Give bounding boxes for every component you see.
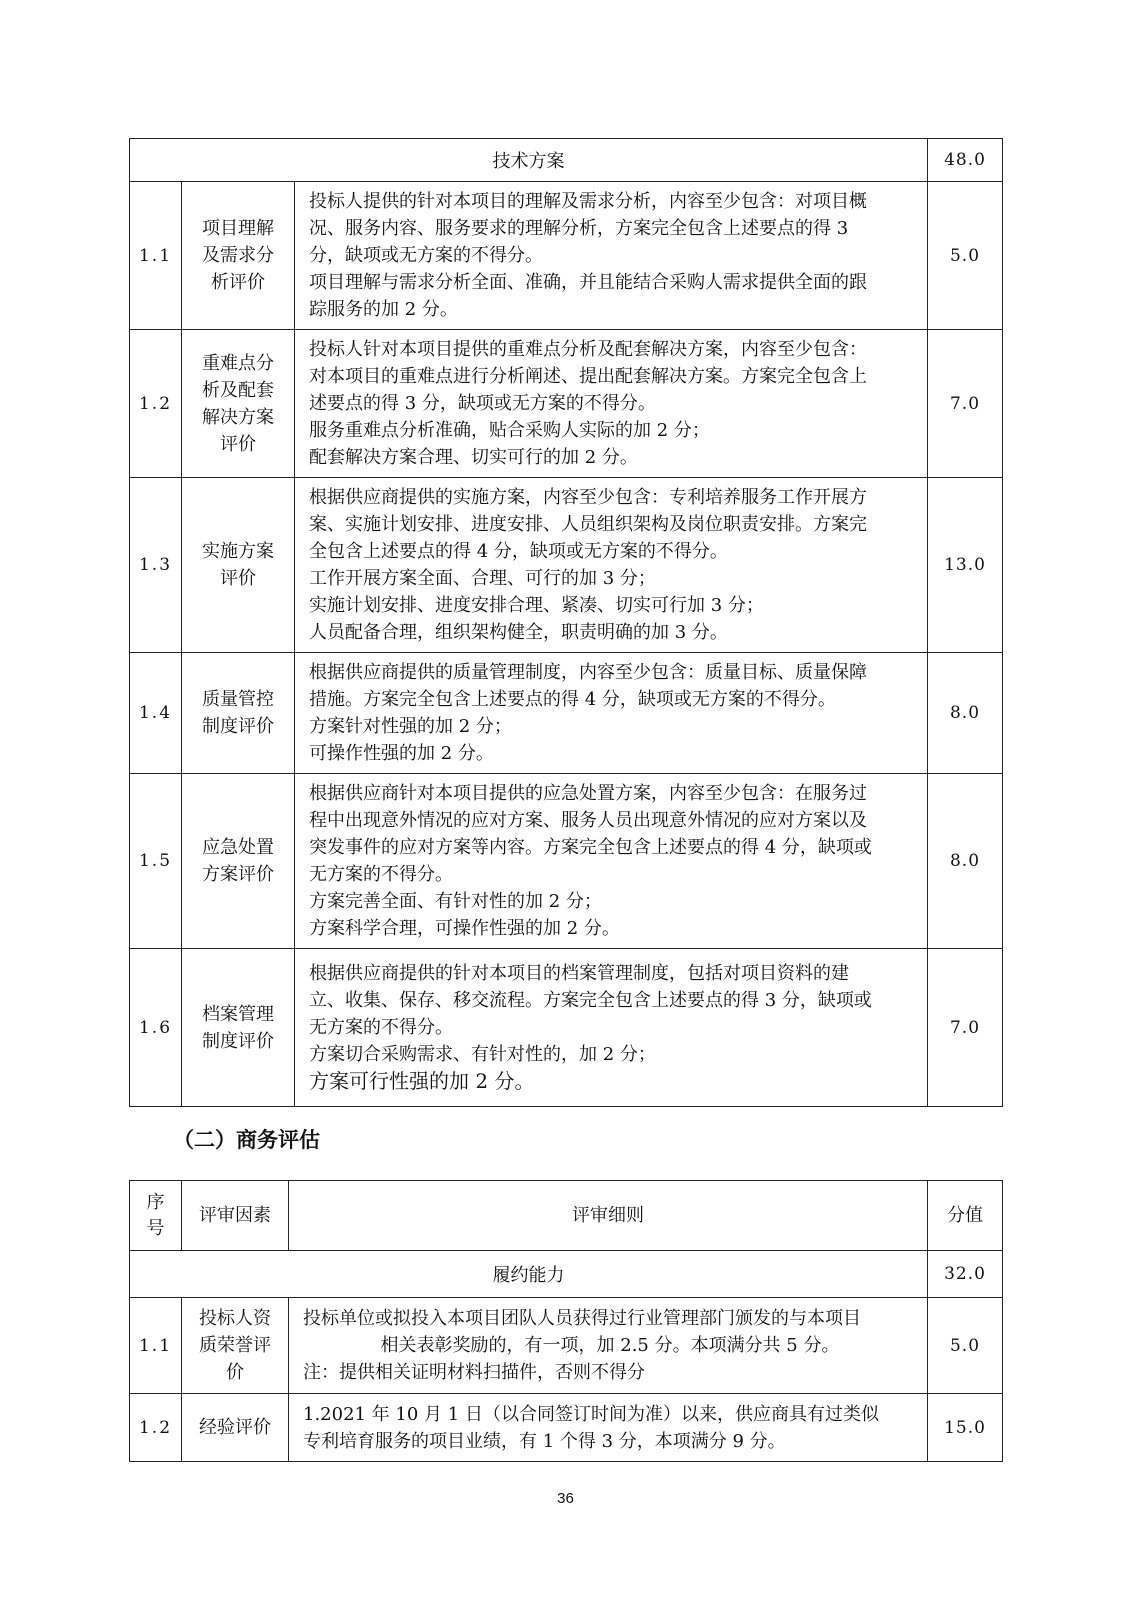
row-score: 8.0 [928, 774, 1003, 949]
page-number: 36 [557, 1490, 574, 1507]
factor-line: 投标人资 [199, 1308, 271, 1329]
table-header-row [130, 1181, 1003, 1251]
rule-line: 立、收集、保存、移交流程。方案完全包含上述要点的得 3 分，缺项或 [309, 990, 872, 1011]
review-factor [182, 1394, 289, 1462]
technical-scoring-table [129, 138, 1003, 1107]
rule-line: 专利培育服务的项目业绩，有 1 个得 3 分，本项满分 9 分。 [303, 1430, 786, 1452]
factor-line: 方案评价 [202, 864, 274, 885]
factor-line: 评价 [220, 433, 256, 455]
rule-line: 踪服务的加 2 分。 [309, 299, 458, 320]
rule-line: 工作开展方案全面、合理、可行的加 3 分； [309, 568, 656, 589]
rule-line: 人员配备合理，组织架构健全，职责明确的加 3 分。 [309, 622, 728, 643]
factor-line: 析及配套 [202, 379, 274, 401]
table-row [130, 949, 1003, 1107]
factor-line: 实施方案 [202, 541, 274, 562]
rule-line: 案、实施计划安排、进度安排、人员组织架构及岗位职责安排。方案完 [309, 514, 867, 535]
review-factor [182, 653, 295, 774]
row-score: 5.0 [928, 182, 1003, 330]
rule-line: 投标单位或拟投入本项目团队人员获得过行业管理部门颁发的与本项目 [303, 1308, 861, 1329]
factor-line: 析评价 [211, 272, 265, 293]
factor-line: 档案管理 [202, 1003, 274, 1025]
review-factor [182, 182, 295, 330]
section-row-performance [130, 1251, 1003, 1298]
rule-line: 根据供应商提供的质量管理制度，内容至少包含：质量目标、质量保障 [309, 662, 867, 683]
rule-line: 措施。方案完全包含上述要点的得 4 分，缺项或无方案的不得分。 [309, 689, 836, 710]
factor-line: 项目理解 [202, 218, 274, 239]
rule-line: 方案科学合理，可操作性强的加 2 分。 [309, 918, 620, 939]
review-factor [182, 949, 295, 1107]
rule-line: 突发事件的应对方案等内容。方案完全包含上述要点的得 4 分，缺项或 [309, 837, 872, 858]
section-title: 履约能力 [130, 1251, 928, 1298]
rule-line: 投标人提供的针对本项目的理解及需求分析，内容至少包含：对项目概 [309, 191, 867, 212]
rule-line: 实施计划安排、进度安排合理、紧凑、切实可行加 3 分； [309, 595, 764, 616]
rule-line: 方案可行性强的加 2 分。 [309, 1069, 535, 1093]
factor-line: 应急处置 [202, 837, 274, 858]
rule-line: 服务重难点分析准确，贴合采购人实际的加 2 分； [309, 420, 710, 441]
review-factor [182, 774, 295, 949]
table-row [130, 653, 1003, 774]
rule-line: 可操作性强的加 2 分。 [309, 743, 494, 764]
rule-line: 根据供应商提供的实施方案，内容至少包含：专利培养服务工作开展方 [309, 487, 867, 508]
rule-line: 配套解决方案合理、切实可行的加 2 分。 [309, 447, 638, 468]
rule-line: 全包含上述要点的得 4 分，缺项或无方案的不得分。 [309, 541, 728, 562]
header-num [130, 1181, 182, 1251]
row-score: 7.0 [928, 330, 1003, 478]
row-number: 1.5 [130, 774, 182, 949]
row-number: 1.6 [130, 949, 182, 1107]
section-title: 技术方案 [130, 139, 928, 182]
review-rule [295, 774, 928, 949]
factor-line: 解决方案 [202, 406, 274, 428]
factor-line: 质量管控 [202, 689, 274, 710]
section-heading: （二）商务评估 [173, 1128, 320, 1152]
table-row [130, 1394, 1003, 1462]
rule-line: 相关表彰奖励的，有一项，加 2.5 分。本项满分共 5 分。 [380, 1335, 840, 1356]
row-score: 8.0 [928, 653, 1003, 774]
rule-line: 注：提供相关证明材料扫描件，否则不得分 [303, 1362, 645, 1383]
header-num-line: 序 [146, 1191, 165, 1213]
review-rule [295, 478, 928, 653]
factor-line: 及需求分 [202, 245, 274, 266]
header-rule: 评审细则 [289, 1181, 928, 1251]
rule-line: 根据供应商提供的针对本项目的档案管理制度，包括对项目资料的建 [309, 963, 849, 984]
section-score: 48.0 [928, 139, 1003, 182]
factor-line: 质荣誉评 [199, 1335, 271, 1356]
review-rule [295, 653, 928, 774]
factor-line: 评价 [220, 568, 256, 589]
review-rule [295, 182, 928, 330]
review-factor [182, 330, 295, 478]
rule-line: 方案针对性强的加 2 分； [309, 716, 512, 737]
review-rule [295, 330, 928, 478]
review-rule [289, 1298, 928, 1394]
row-score: 7.0 [928, 949, 1003, 1107]
factor-line: 制度评价 [202, 716, 274, 737]
row-score: 5.0 [928, 1298, 1003, 1394]
row-number: 1.2 [130, 1394, 182, 1462]
factor-line: 重难点分 [202, 352, 274, 374]
business-scoring-table [129, 1180, 1003, 1462]
rule-line: 方案完善全面、有针对性的加 2 分； [309, 891, 602, 912]
section-row-technical [130, 139, 1003, 182]
row-score: 13.0 [928, 478, 1003, 653]
row-number: 1.4 [130, 653, 182, 774]
header-num-line: 号 [146, 1217, 165, 1239]
row-score: 15.0 [928, 1394, 1003, 1462]
rule-line: 程中出现意外情况的应对方案、服务人员出现意外情况的应对方案以及 [309, 810, 867, 831]
rule-line: 况、服务内容、服务要求的理解分析，方案完全包含上述要点的得 3 [309, 218, 849, 239]
table-row [130, 330, 1003, 478]
table-row [130, 1298, 1003, 1394]
header-factor: 评审因素 [182, 1181, 289, 1251]
table-row [130, 478, 1003, 653]
rule-line: 无方案的不得分。 [309, 1017, 453, 1038]
table-row [130, 182, 1003, 330]
review-rule [295, 949, 928, 1107]
factor-line: 经验评价 [199, 1417, 271, 1438]
row-number: 1.2 [130, 330, 182, 478]
factor-line: 价 [226, 1362, 244, 1383]
table-row [130, 774, 1003, 949]
rule-line: 投标人针对本项目提供的重难点分析及配套解决方案，内容至少包含： [309, 339, 867, 360]
rule-line: 方案切合采购需求、有针对性的，加 2 分； [309, 1044, 656, 1065]
rule-line: 对本项目的重难点进行分析阐述、提出配套解决方案。方案完全包含上 [309, 366, 867, 387]
header-score: 分值 [928, 1181, 1003, 1251]
rule-line: 根据供应商针对本项目提供的应急处置方案，内容至少包含：在服务过 [309, 783, 867, 804]
row-number: 1.1 [130, 1298, 182, 1394]
factor-line: 制度评价 [202, 1030, 274, 1052]
rule-line: 分，缺项或无方案的不得分。 [309, 245, 543, 266]
review-factor [182, 1298, 289, 1394]
section-score: 32.0 [928, 1251, 1003, 1298]
row-number: 1.1 [130, 182, 182, 330]
review-rule [289, 1394, 928, 1462]
row-number: 1.3 [130, 478, 182, 653]
rule-line: 项目理解与需求分析全面、准确，并且能结合采购人需求提供全面的跟 [309, 272, 867, 293]
review-factor [182, 478, 295, 653]
rule-line: 无方案的不得分。 [309, 864, 453, 885]
rule-line: 1.2021 年 10 月 1 日（以合同签订时间为准）以来，供应商具有过类似 [303, 1403, 879, 1425]
rule-line: 述要点的得 3 分，缺项或无方案的不得分。 [309, 393, 656, 414]
